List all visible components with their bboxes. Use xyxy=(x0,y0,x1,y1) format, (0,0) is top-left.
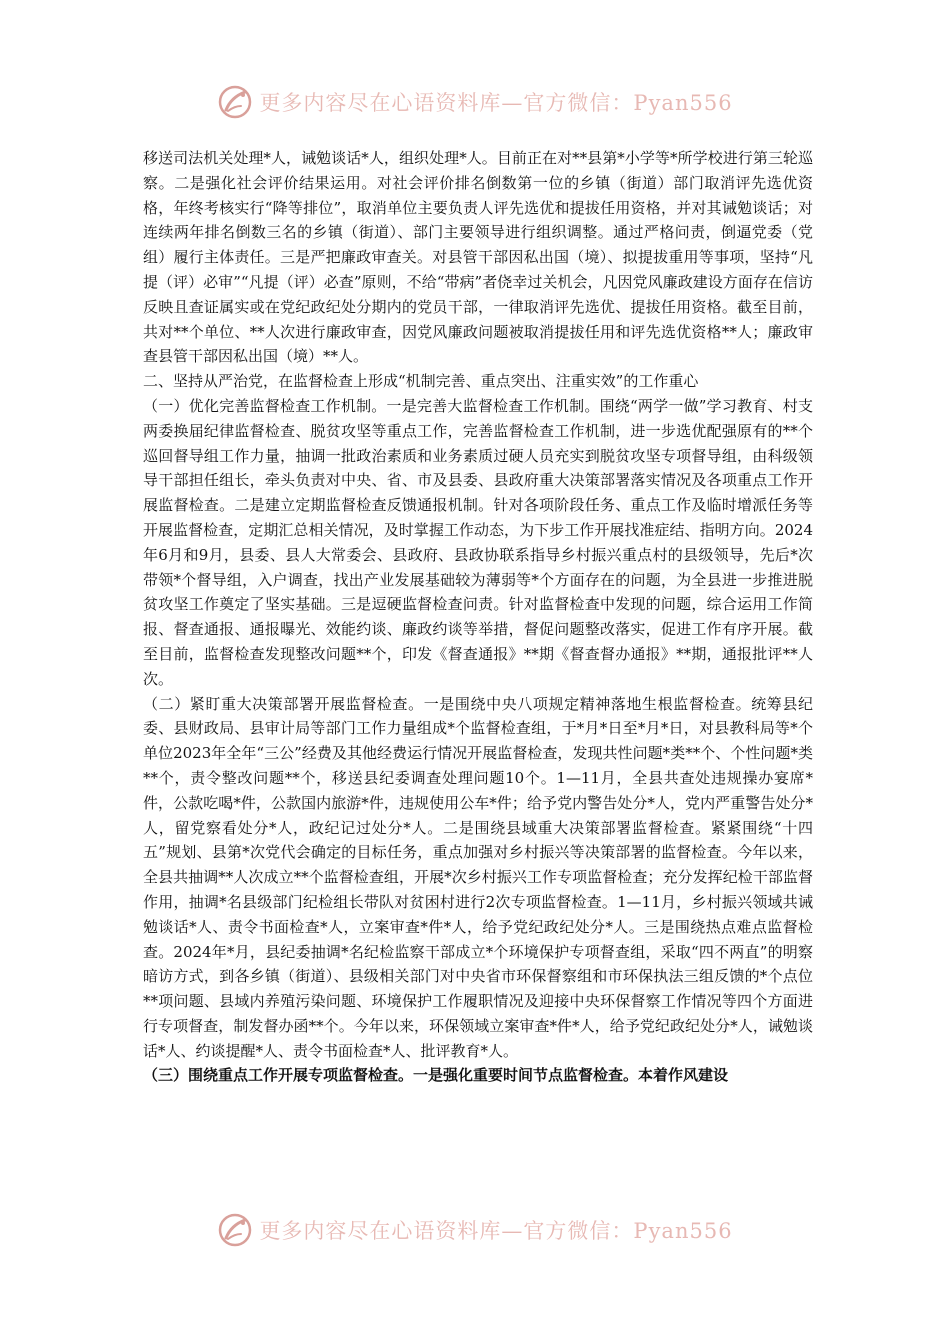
watermark-text: 更多内容尽在心语资料库—官方微信：Pyan556 xyxy=(259,91,733,115)
brush-logo-icon xyxy=(217,1212,253,1248)
header-watermark-banner xyxy=(0,80,950,124)
watermark-text: 更多内容尽在心语资料库—官方微信：Pyan556 xyxy=(259,1219,733,1243)
paragraph-5-bold: （三）围绕重点工作开展专项监督检查。一是强化重要时间节点监督检查。本着作风建设 xyxy=(143,1066,729,1085)
paragraph-3: （一）优化完善监督检查工作机制。一是完善大监督检查工作机制。围绕“两学一做”学习教育、村支两委换届纪律监督检查、脱贫攻坚等重点工作，完善监督检查工作机制，进一步选优配强原有的**个巡回督导组工作力量，抽调一批政治素质和业务素质过硬人员充实到脱贫攻坚专项督导组，由科级领导干部担任组长，牵头负责对中央、省、市及县委、县政府重大决策部署落实情况及各项重点工作开展监督检查。二是建立定期监督检查反馈通报机制。针对各项阶段任务、重点工作及临时增派任务等开展监督检查，定期汇总相关情况，及时掌握工作动态，为下步工作开展找准症结、指明方向。2024年6月和9月，县委、县人大常委会、县政府、县政协联系指导乡村振兴重点村的县级领导，先后*次带领*个督导组，入户调查，找出产业发展基础较为薄弱等*个方面存在的问题，为全县进一步推进脱贫攻坚工作奠定了坚实基础。三是逗硬监督检查问责。针对监督检查中发现的问题，综合运用工作简报、督查通报、通报曝光、效能约谈、廉政约谈等举措，督促问题整改落实，促进工作有序开展。截至目前，监督检查发现整改问题**个，印发《督查通报》**期《督查督办通报》**期，通报批评**人次。 xyxy=(143,396,813,688)
brush-logo-icon xyxy=(217,84,253,120)
document-body xyxy=(143,146,813,1088)
paragraph-1: 移送司法机关处理*人，诫勉谈话*人，组织处理*人。目前正在对**县第*小学等*所学校进行第三轮巡察。二是强化社会评价结果运用。对社会评价排名倒数第一位的乡镇（街道）部门取消评先选优资格，年终考核实行“降等排位”，取消单位主要负责人评先选优和提拔任用资格，并对其诫勉谈话；对连续两年排名倒数三名的乡镇（街道）、部门主要领导进行组织调整。通过严格问责，倒逼党委（党组）履行主体责任。三是严把廉政审查关。对县管干部因私出国（境）、拟提拔重用等事项，坚持“凡提（评）必审”“凡提（评）必查”原则，不给“带病”者侥幸过关机会，凡因党风廉政建设方面存在信访反映且查证属实或在党纪政纪处分期内的党员干部，一律取消评先选优、提拔任用资格。截至目前，共对**个单位、**人次进行廉政审查，因党风廉政问题被取消提拔任用和评先选优资格**人；廉政审查县管干部因私出国（境）**人。 xyxy=(143,149,813,366)
section-heading-2: 二、坚持从严治党，在监督检查上形成“机制完善、重点突出、注重实效”的工作重心 xyxy=(143,372,699,391)
footer-watermark-banner xyxy=(0,1208,950,1252)
paragraph-4: （二）紧盯重大决策部署开展监督检查。一是围绕中央八项规定精神落地生根监督检查。统筹县纪委、县财政局、县审计局等部门工作力量组成*个监督检查组，于*月*日至*月*日，对县教科局等*个单位2023年全年“三公”经费及其他经费运行情况开展监督检查，发现共性问题*类**个、个性问题*类**个，责令整改问题**个，移送县纪委调查处理问题10个。1—11月，全县共查处违规操办宴席*件，公款吃喝*件，公款国内旅游*件，违规使用公车*件；给予党内警告处分*人，党内严重警告处分*人，留党察看处分*人，政纪记过处分*人。二是围绕县域重大决策部署监督检查。紧紧围绕“十四五”规划、县第*次党代会确定的目标任务，重点加强对乡村振兴等决策部署的监督检查。今年以来，全县共抽调**人次成立**个监督检查组，开展*次乡村振兴工作专项监督检查；充分发挥纪检干部监督作用，抽调*名县级部门纪检组长带队对贫困村进行2次专项监督检查。1—11月，乡村振兴领域共诫勉谈话*人、责令书面检查*人，立案审查*件*人，给予党纪政纪处分*人。三是围绕热点难点监督检查。2024年*月，县纪委抽调*名纪检监察干部成立*个环境保护专项督查组，采取“四不两直”的明察暗访方式，到各乡镇（街道）、县级相关部门对中央省市环保督察组和市环保执法三组反馈的*个点位**项问题、县域内养殖污染问题、环境保护工作履职情况及迎接中央环保督察工作情况等四个方面进行专项督查，制发督办函**个。今年以来，环保领域立案审查*件*人，给予党纪政纪处分*人，诫勉谈话*人、约谈提醒*人、责令书面检查*人、批评教育*人。 xyxy=(143,694,813,1060)
